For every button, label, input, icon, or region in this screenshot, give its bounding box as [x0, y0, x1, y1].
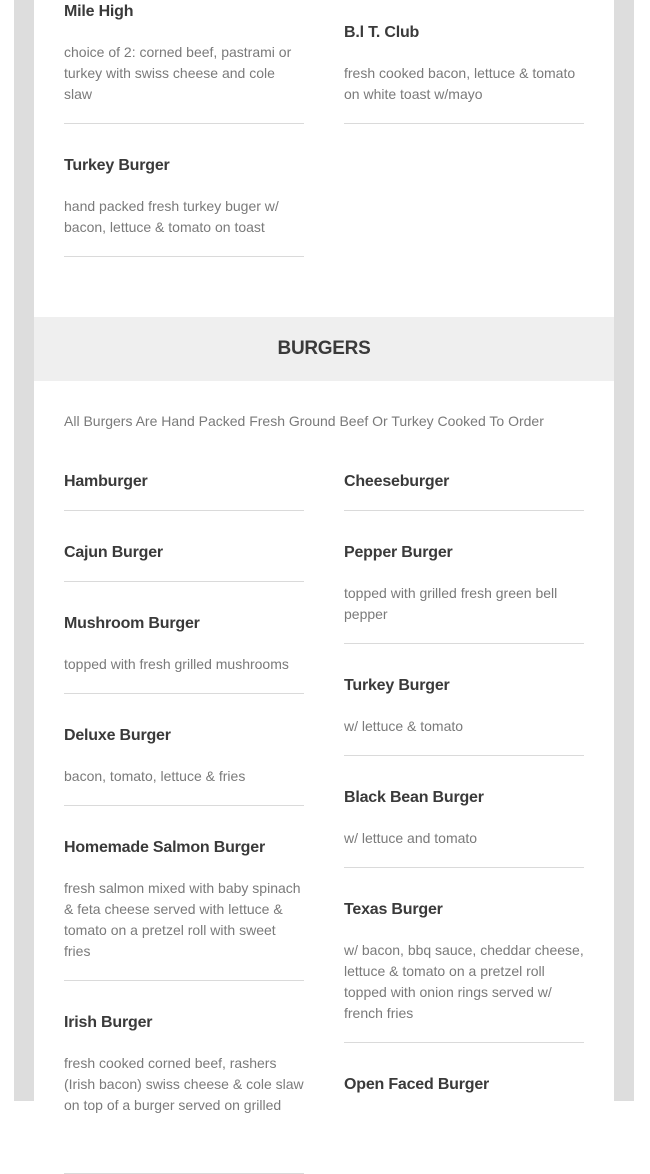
- menu-item-name: Hamburger: [64, 473, 148, 490]
- menu-item-name: Turkey Burger: [344, 677, 450, 694]
- menu-item-cajun-burger: [64, 543, 304, 582]
- menu-item-description: topped with grilled fresh green bell pepper: [344, 585, 558, 622]
- menu-item-irish-burger: [64, 1013, 304, 1174]
- menu-item-cheeseburger: [344, 472, 584, 511]
- menu-item-deluxe-burger: [64, 726, 304, 806]
- menu-item-name: Open Faced Burger: [344, 1076, 490, 1093]
- menu-item-name: Deluxe Burger: [64, 727, 171, 744]
- menu-item-description: topped with fresh grilled mushrooms: [64, 656, 289, 672]
- menu-item-description: fresh cooked bacon, lettuce & tomato on white toast w/mayo: [344, 65, 576, 102]
- menu-item-black-bean-burger: [344, 788, 584, 868]
- menu-item-name: Mushroom Burger: [64, 615, 200, 632]
- section-title: BURGERS: [277, 338, 371, 359]
- menu-item-mile-high: [64, 2, 304, 124]
- menu-item-description: hand packed fresh turkey buger w/ bacon, lettuce & tomato on toast: [64, 198, 279, 235]
- menu-item-name: Turkey Burger: [64, 157, 170, 174]
- menu-item-turkey-burger-sandwich: [64, 156, 304, 257]
- menu-item-name: B.l T. Club: [344, 24, 420, 41]
- menu-item-name: Pepper Burger: [344, 544, 453, 561]
- section-header-burgers: [34, 317, 614, 381]
- menu-item-name: Homemade Salmon Burger: [64, 839, 265, 856]
- menu-item-description: w/ bacon, bbq sauce, cheddar cheese, lettuce & tomato on a pretzel roll topped with onion rings served w/ french fries: [344, 942, 584, 1021]
- menu-item-description: w/ lettuce & tomato: [344, 718, 464, 734]
- menu-item-description: fresh salmon mixed with baby spinach & feta cheese served with lettuce & tomato on a pretzel roll with sweet fries: [64, 880, 301, 959]
- menu-item-name: Irish Burger: [64, 1014, 153, 1031]
- menu-card: [34, 0, 614, 1113]
- menu-item-description: bacon, tomato, lettuce & fries: [64, 768, 246, 784]
- menu-item-mushroom-burger: [64, 614, 304, 694]
- menu-item-blt-club: [344, 23, 584, 124]
- menu-item-open-faced-burger: [344, 1075, 584, 1135]
- menu-item-name: Texas Burger: [344, 901, 443, 918]
- section-note: All Burgers Are Hand Packed Fresh Ground Beef Or Turkey Cooked To Order: [64, 413, 544, 429]
- menu-item-texas-burger: [344, 900, 584, 1043]
- menu-item-name: Cheeseburger: [344, 473, 450, 490]
- menu-item-pepper-burger: [344, 543, 584, 644]
- menu-item-name: Mile High: [64, 3, 134, 20]
- menu-item-description: fresh cooked corned beef, rashers (Irish bacon) swiss cheese & cole slaw on top of a burger served on grilled: [64, 1055, 304, 1113]
- menu-item-salmon-burger: [64, 838, 304, 981]
- menu-item-description: choice of 2: corned beef, pastrami or turkey with swiss cheese and cole slaw: [64, 44, 292, 102]
- menu-item-name: Black Bean Burger: [344, 789, 484, 806]
- menu-item-name: Cajun Burger: [64, 544, 163, 561]
- menu-item-hamburger: [64, 472, 304, 511]
- menu-item-turkey-burger: [344, 676, 584, 756]
- menu-item-description: w/ lettuce and tomato: [344, 830, 478, 846]
